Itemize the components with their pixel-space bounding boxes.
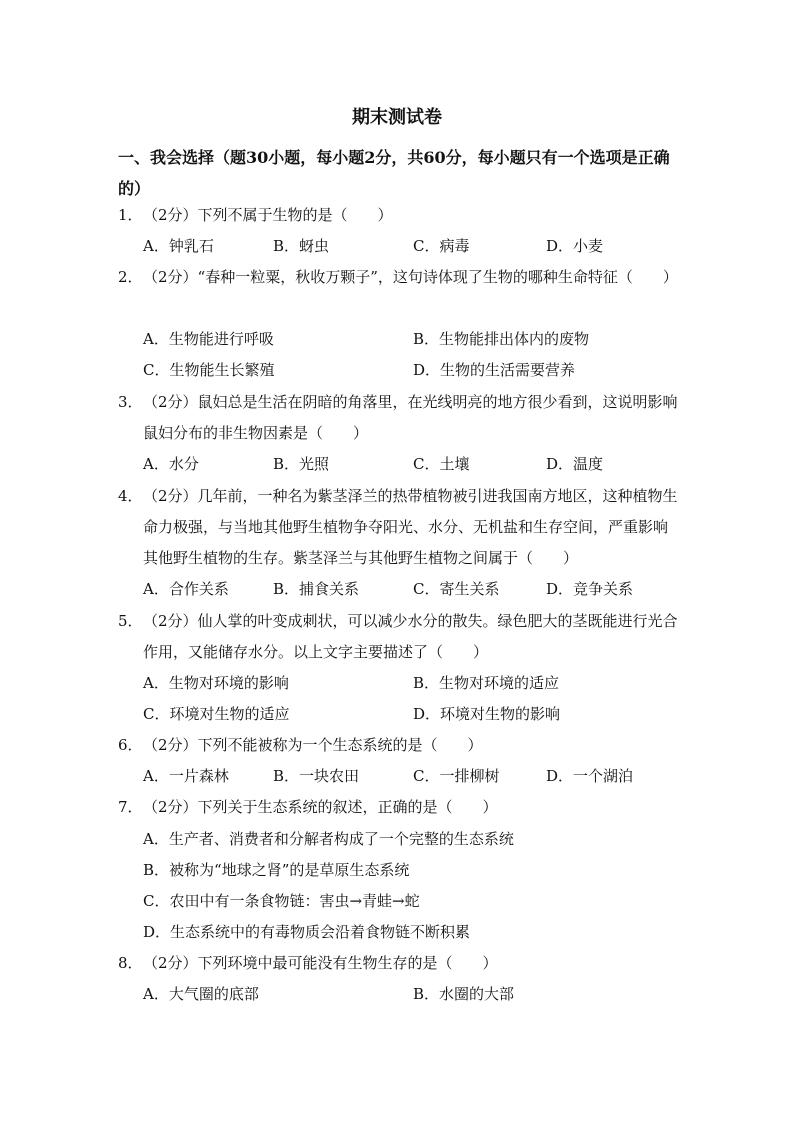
question-3 xyxy=(118,387,678,449)
option-a[interactable]: A．水分 xyxy=(143,455,199,473)
question-8 xyxy=(118,948,678,979)
option-c[interactable]: C．寄生关系 xyxy=(413,580,500,598)
option-b[interactable]: B．蚜虫 xyxy=(273,237,330,255)
option-d[interactable]: D．温度 xyxy=(546,455,604,473)
option-c[interactable]: C．土壤 xyxy=(413,455,470,473)
question-text: （2分）下列关于生态系统的叙述，正确的是（ ） xyxy=(143,798,498,816)
option-b[interactable]: B．水圈的大部 xyxy=(413,985,515,1003)
question-number: 3． xyxy=(118,393,143,411)
option-a[interactable]: A．生物能进行呼吸 xyxy=(143,330,274,348)
question-1 xyxy=(118,200,678,231)
option-c[interactable]: C．农田中有一条食物链：害虫→青蛙→蛇 xyxy=(143,892,420,910)
question-number: 4． xyxy=(118,487,143,505)
option-a[interactable]: A．大气圈的底部 xyxy=(143,985,259,1003)
option-b[interactable]: B．光照 xyxy=(273,455,330,473)
option-d[interactable]: D．小麦 xyxy=(546,237,604,255)
question-text: （2分）下列不能被称为一个生态系统的是（ ） xyxy=(143,736,483,754)
page-title: 期末测试卷 xyxy=(352,107,442,128)
option-a[interactable]: A．生物对环境的影响 xyxy=(143,674,289,692)
option-b[interactable]: B．生物能排出体内的废物 xyxy=(413,330,590,348)
option-a[interactable]: A．生产者、消费者和分解者构成了一个完整的生态系统 xyxy=(143,830,514,848)
option-d[interactable]: D．环境对生物的影响 xyxy=(413,705,561,723)
question-number: 6． xyxy=(118,736,143,754)
option-d[interactable]: D．生物的生活需要营养 xyxy=(413,361,576,379)
question-text: （2分）鼠妇总是生活在阴暗的角落里，在光线明亮的地方很少看到，这说明影响鼠妇分布的非生物因素是（ ） xyxy=(143,393,678,442)
question-4 xyxy=(118,481,678,574)
question-text: （2分）下列环境中最可能没有生物生存的是（ ） xyxy=(143,954,498,972)
option-a[interactable]: A．合作关系 xyxy=(143,580,229,598)
option-d[interactable]: D．生态系统中的有毒物质会沿着食物链不断积累 xyxy=(143,923,471,941)
option-d[interactable]: D．一个湖泊 xyxy=(546,767,634,785)
question-number: 2． xyxy=(118,268,143,286)
option-b[interactable]: B．捕食关系 xyxy=(273,580,360,598)
option-a[interactable]: A．一片森林 xyxy=(143,767,229,785)
option-c[interactable]: C．环境对生物的适应 xyxy=(143,705,290,723)
option-b[interactable]: B．生物对环境的适应 xyxy=(413,674,560,692)
question-number: 7． xyxy=(118,798,143,816)
option-c[interactable]: C．一排柳树 xyxy=(413,767,500,785)
question-text: （2分）几年前，一种名为紫茎泽兰的热带植物被引进我国南方地区，这种植物生命力极强，与当地其他野生植物争夺阳光、水分、无机盐和生存空间，严重影响其他野生植物的生存。紫茎泽兰与其他野生植物之间属于（ ） xyxy=(143,487,678,567)
question-7 xyxy=(118,792,678,823)
option-c[interactable]: C．生物能生长繁殖 xyxy=(143,361,275,379)
question-2 xyxy=(118,262,678,293)
option-b[interactable]: B．被称为“地球之肾”的是草原生态系统 xyxy=(143,861,410,879)
question-number: 1． xyxy=(118,206,143,224)
question-text: （2分）下列不属于生物的是（ ） xyxy=(143,206,393,224)
question-6 xyxy=(118,730,678,761)
section-heading: 一、我会选择（题30小题，每小题2分，共60分，每小题只有一个选项是正确的） xyxy=(118,148,670,198)
option-a[interactable]: A．钟乳石 xyxy=(143,237,214,255)
question-text: （2分）仙人掌的叶变成刺状，可以减少水分的散失。绿色肥大的茎既能进行光合作用，又能储存水分。以上文字主要描述了（ ） xyxy=(143,612,678,661)
option-b[interactable]: B．一块农田 xyxy=(273,767,360,785)
option-d[interactable]: D．竞争关系 xyxy=(546,580,634,598)
option-c[interactable]: C．病毒 xyxy=(413,237,470,255)
question-number: 8． xyxy=(118,954,143,972)
question-text: （2分）“春种一粒粟，秋收万颗子”，这句诗体现了生物的哪种生命特征（ ） xyxy=(143,268,678,286)
question-number: 5． xyxy=(118,612,143,630)
question-5 xyxy=(118,606,678,668)
